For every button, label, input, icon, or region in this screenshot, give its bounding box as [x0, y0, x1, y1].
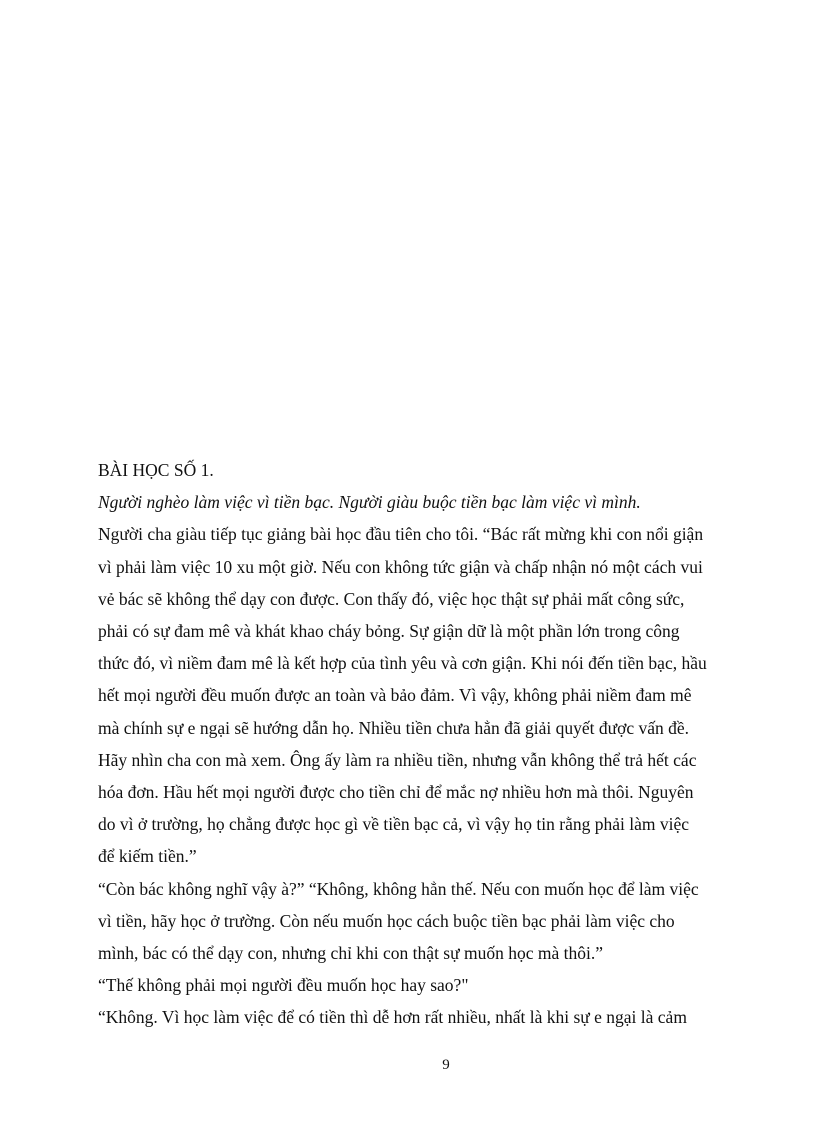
body-line: Hãy nhìn cha con mà xem. Ông ấy làm ra nhiều tiền, nhưng vẫn không thể trả hết các: [98, 749, 697, 770]
body-line: để kiếm tiền.”: [98, 846, 197, 867]
body-line: mà chính sự e ngại sẽ hướng dẫn họ. Nhiều tiền chưa hẳn đã giải quyết được vấn đề.: [98, 717, 690, 738]
body-line: vẻ bác sẽ không thể dạy con được. Con thấy đó, việc học thật sự phải mất công sức,: [98, 588, 685, 609]
page-body: [98, 454, 798, 1034]
lesson-subtitle: Người nghèo làm việc vì tiền bạc. Người giàu buộc tiền bạc làm việc vì mình.: [98, 492, 641, 513]
page-number: 9: [442, 1057, 450, 1073]
lesson-heading: BÀI HỌC SỐ 1.: [98, 460, 214, 480]
body-line: vì phải làm việc 10 xu một giờ. Nếu con không tức giận và chấp nhận nó một cách vui: [98, 556, 703, 577]
body-line: do vì ở trường, họ chẳng được học gì về tiền bạc cả, vì vậy họ tin rằng phải làm việc: [98, 814, 690, 835]
body-line: “Không. Vì học làm việc để có tiền thì dễ hơn rất nhiều, nhất là khi sự e ngại là cảm: [98, 1007, 687, 1028]
body-line: “Thế không phải mọi người đều muốn học hay sao?": [98, 975, 469, 996]
body-line: phải có sự đam mê và khát khao cháy bỏng. Sự giận dữ là một phần lớn trong công: [98, 621, 680, 642]
body-line: hóa đơn. Hầu hết mọi người được cho tiền chỉ để mắc nợ nhiều hơn mà thôi. Nguyên: [98, 782, 694, 803]
body-line: hết mọi người đều muốn được an toàn và bảo đảm. Vì vậy, không phải niềm đam mê: [98, 685, 692, 706]
body-line: mình, bác có thể dạy con, nhưng chỉ khi con thật sự muốn học mà thôi.”: [98, 943, 603, 964]
body-line: “Còn bác không nghĩ vậy à?” “Không, không hẳn thế. Nếu con muốn học để làm việc: [98, 878, 699, 899]
body-line: thức đó, vì niềm đam mê là kết hợp của tình yêu và cơn giận. Khi nói đến tiền bạc, hầu: [98, 653, 707, 674]
body-line: vì tiền, hãy học ở trường. Còn nếu muốn học cách buộc tiền bạc phải làm việc cho: [98, 910, 675, 931]
body-line: Người cha giàu tiếp tục giảng bài học đầu tiên cho tôi. “Bác rất mừng khi con nổi giận: [98, 524, 704, 545]
